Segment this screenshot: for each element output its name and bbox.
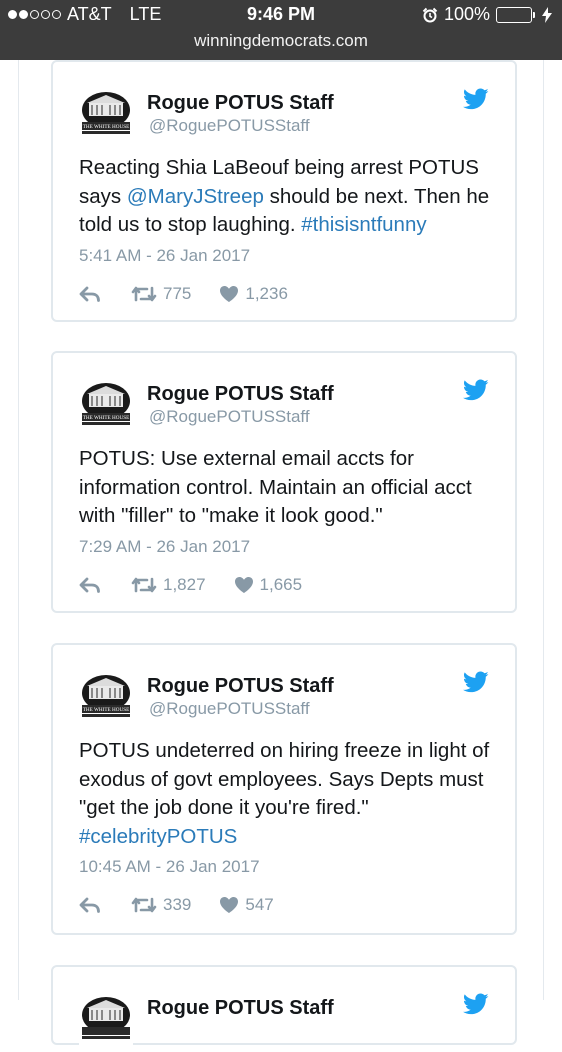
like-button[interactable] (234, 575, 303, 595)
tweet-card[interactable] (51, 643, 517, 935)
avatar[interactable] (79, 993, 133, 1047)
retweet-icon (131, 285, 157, 303)
like-button[interactable] (219, 895, 273, 915)
alarm-clock-icon (422, 7, 438, 23)
twitter-bird-icon[interactable] (463, 993, 489, 1015)
author-name[interactable]: Rogue POTUS Staff (147, 675, 334, 697)
tweet-text-segment: Reacting Shia LaBeouf being arrest POTUS says (79, 156, 479, 208)
battery-icon (496, 7, 532, 23)
svg-text:THE WHITE HOUSE: THE WHITE HOUSE (82, 124, 130, 130)
like-button[interactable] (219, 284, 288, 304)
tweet-actions (79, 575, 302, 595)
url-bar[interactable]: winningdemocrats.com (194, 31, 368, 50)
tweet-text-segment: POTUS undeterred on hiring freeze in light of exodus of govt employees. Says Depts must "get the job done it you're fired." (79, 739, 490, 819)
author-handle[interactable]: @RoguePOTUSStaff (149, 407, 310, 426)
retweet-button[interactable] (131, 575, 206, 595)
retweet-icon (131, 576, 157, 594)
tweet-text-segment: POTUS: Use external email accts for information control. Maintain an official acct with "filler" to "make it look good." (79, 447, 472, 527)
reply-button[interactable] (79, 897, 101, 913)
tweet-card[interactable] (51, 965, 517, 1045)
author-name[interactable]: Rogue POTUS Staff (147, 92, 334, 114)
tweet-timestamp[interactable]: 7:29 AM - 26 Jan 2017 (79, 537, 251, 556)
tweet-text (79, 737, 493, 851)
tweet-link[interactable]: #thisisntfunny (301, 213, 427, 236)
battery-percent: 100% (443, 4, 490, 24)
tweet-actions (79, 895, 274, 915)
reply-icon (79, 286, 101, 302)
tweet-actions (79, 284, 288, 304)
tweet-card[interactable] (51, 60, 517, 322)
retweet-icon (131, 896, 157, 914)
tweet-text-segment: should be next. Then he told us to stop laughing. (79, 184, 490, 236)
svg-text:THE WHITE HOUSE: THE WHITE HOUSE (82, 415, 130, 421)
tweet-link[interactable]: #celebrityPOTUS (79, 824, 238, 848)
heart-icon (219, 896, 239, 914)
network-label: LTE (129, 4, 162, 24)
carrier-label: AT&T (67, 4, 112, 24)
author-handle[interactable]: @RoguePOTUSStaff (149, 699, 310, 718)
tweet-card[interactable] (51, 351, 517, 613)
like-count: 1,236 (245, 284, 288, 303)
tweet-feed (18, 60, 544, 1019)
like-count: 547 (245, 895, 274, 914)
reply-icon (79, 897, 101, 913)
status-bar (0, 0, 562, 60)
heart-icon (234, 576, 254, 594)
charging-bolt-icon (542, 7, 552, 23)
like-count: 1,665 (259, 575, 303, 594)
svg-text:THE WHITE HOUSE: THE WHITE HOUSE (82, 707, 130, 713)
twitter-bird-icon[interactable] (463, 671, 489, 693)
avatar[interactable] (79, 88, 133, 142)
avatar[interactable] (79, 671, 133, 725)
retweet-button[interactable] (131, 284, 191, 304)
heart-icon (219, 285, 239, 303)
tweet-timestamp[interactable]: 5:41 AM - 26 Jan 2017 (79, 246, 251, 265)
retweet-button[interactable] (131, 895, 191, 915)
author-name[interactable]: Rogue POTUS Staff (147, 383, 334, 405)
retweet-count: 1,827 (163, 575, 206, 594)
reply-button[interactable] (79, 577, 101, 593)
author-handle[interactable]: @RoguePOTUSStaff (149, 116, 310, 135)
reply-icon (79, 577, 101, 593)
retweet-count: 339 (163, 895, 192, 914)
clock: 9:46 PM (246, 4, 316, 24)
twitter-bird-icon[interactable] (463, 88, 489, 110)
avatar[interactable] (79, 379, 133, 433)
tweet-link[interactable]: @MaryJStreep (126, 184, 264, 208)
tweet-text (79, 154, 493, 240)
reply-button[interactable] (79, 286, 101, 302)
twitter-bird-icon[interactable] (463, 379, 489, 401)
author-name[interactable]: Rogue POTUS Staff (147, 997, 334, 1019)
tweet-text (79, 445, 493, 531)
retweet-count: 775 (163, 284, 192, 303)
tweet-timestamp[interactable]: 10:45 AM - 26 Jan 2017 (79, 857, 260, 876)
